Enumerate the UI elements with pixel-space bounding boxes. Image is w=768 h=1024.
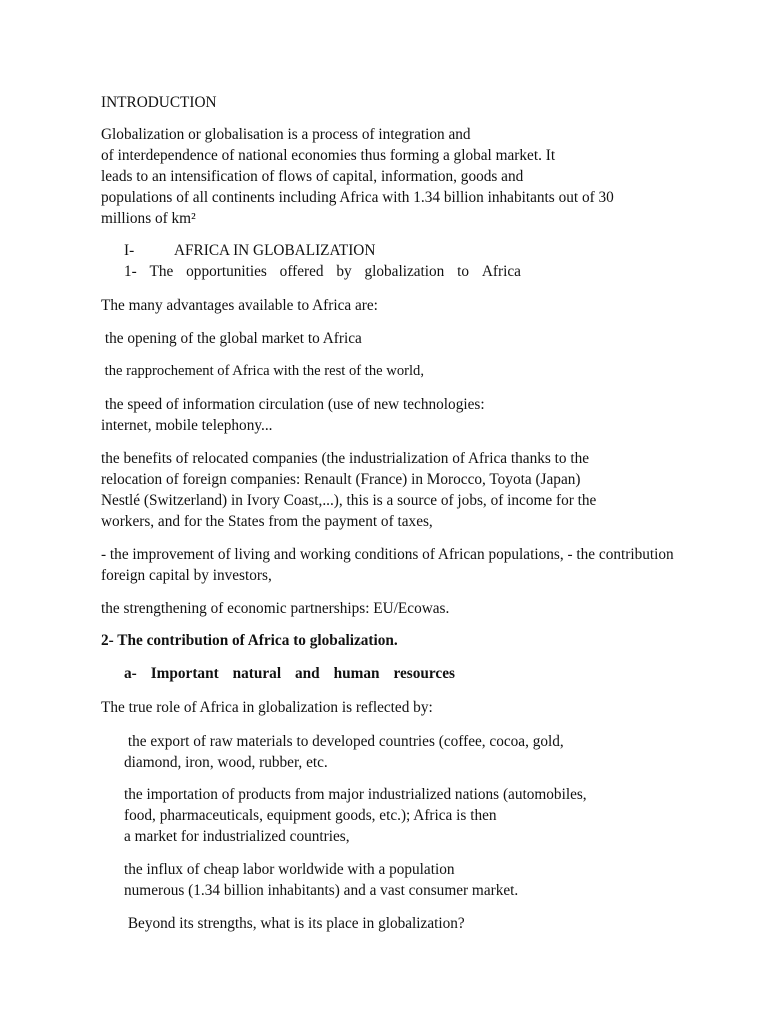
subsection-1-word: by	[336, 263, 352, 280]
section-1-title: AFRICA IN GLOBALIZATION	[174, 242, 376, 259]
intro-line-3: leads to an intensification of flows of capital, information, goods and	[101, 168, 524, 185]
heading-introduction: INTRODUCTION	[101, 94, 217, 111]
advantage-5-line-1: - the improvement of living and working conditions of African populations, - the contribution	[101, 546, 674, 563]
subsection-a-word: and	[295, 665, 320, 682]
role-intro: The true role of Africa in globalization is reflected by:	[101, 699, 433, 716]
advantage-4-line-4: workers, and for the States from the payment of taxes,	[101, 513, 433, 530]
role-2-line-1: the importation of products from major industrialized nations (automobiles,	[124, 786, 587, 803]
subsection-1-word: opportunities	[186, 263, 267, 280]
advantage-4-line-1: the benefits of relocated companies (the industrialization of Africa thanks to the	[101, 450, 590, 467]
advantage-4-line-2: relocation of foreign companies: Renault (France) in Morocco, Toyota (Japan)	[101, 471, 581, 488]
section-1-number: I-	[124, 242, 135, 259]
role-1-line-1: the export of raw materials to developed countries (coffee, cocoa, gold,	[124, 733, 564, 750]
advantage-1: the opening of the global market to Africa	[101, 330, 362, 347]
role-3-line-1: the influx of cheap labor worldwide with a population	[124, 861, 455, 878]
advantage-3-line-1: the speed of information circulation (use of new technologies:	[101, 396, 485, 413]
section-2-heading: 2- The contribution of Africa to globalization.	[101, 632, 398, 649]
subsection-1-word: offered	[279, 263, 324, 280]
subsection-a-heading	[124, 663, 455, 684]
intro-line-5: millions of km²	[101, 210, 196, 227]
role-3-line-2: numerous (1.34 billion inhabitants) and a vast consumer market.	[124, 882, 519, 899]
subsection-a-word: natural	[232, 665, 282, 682]
role-2-line-2: food, pharmaceuticals, equipment goods, etc.); Africa is then	[124, 807, 497, 824]
subsection-1-word: The	[149, 263, 174, 280]
subsection-a-word: human	[333, 665, 380, 682]
role-2-line-3: a market for industrialized countries,	[124, 828, 350, 845]
subsection-1-word: to	[457, 263, 470, 280]
subsection-1-word: Africa	[481, 263, 521, 280]
intro-line-1: Globalization or globalisation is a process of integration and	[101, 126, 471, 143]
advantage-3-line-2: internet, mobile telephony...	[101, 417, 273, 434]
intro-line-2: of interdependence of national economies thus forming a global market. It	[101, 147, 556, 164]
subsection-1-word: 1-	[124, 263, 137, 280]
advantage-5-line-2: foreign capital by investors,	[101, 567, 272, 584]
subsection-1-word: globalization	[364, 263, 445, 280]
advantages-intro: The many advantages available to Africa are:	[101, 297, 378, 314]
subsection-a-word: Important	[150, 665, 219, 682]
subsection-a-word: resources	[393, 665, 455, 682]
advantage-6: the strengthening of economic partnerships: EU/Ecowas.	[101, 600, 450, 617]
intro-line-4: populations of all continents including Africa with 1.34 billion inhabitants out of 30	[101, 189, 614, 206]
advantage-2: the rapprochement of Africa with the rest of the world,	[101, 363, 424, 379]
closing-question: Beyond its strengths, what is its place in globalization?	[124, 915, 465, 932]
advantage-4-line-3: Nestlé (Switzerland) in Ivory Coast,...), this is a source of jobs, of income for the	[101, 492, 597, 509]
role-1-line-2: diamond, iron, wood, rubber, etc.	[124, 754, 328, 771]
subsection-1-heading	[124, 261, 521, 282]
subsection-a-word: a-	[124, 665, 137, 682]
